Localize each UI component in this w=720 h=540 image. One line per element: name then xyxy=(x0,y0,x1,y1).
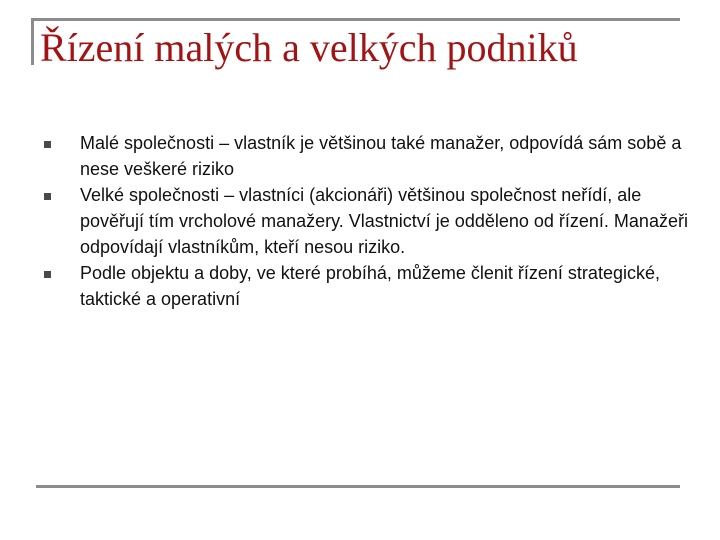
bullet-text: Velké společnosti – vlastníci (akcionáři) většinou společnost neřídí, ale pověřují tím vrcholové manažery. Vlastnictví je odděleno od řízení. Manažeři odpovídají vlastníkům, kteří nesou riziko. xyxy=(80,185,688,257)
frame-left-line xyxy=(31,18,34,65)
bullet-item xyxy=(40,182,690,260)
slide-title: Řízení malých a velkých podniků xyxy=(40,25,578,70)
square-bullet-icon xyxy=(44,271,51,278)
frame-bottom-line xyxy=(36,485,680,488)
bullet-item xyxy=(40,260,690,312)
bullet-text: Podle objektu a doby, ve které probíhá, můžeme členit řízení strategické, taktické a operativní xyxy=(80,263,660,309)
bullet-item xyxy=(40,130,690,182)
frame-top-line xyxy=(31,18,680,21)
bullet-text: Malé společnosti – vlastník je většinou také manažer, odpovídá sám sobě a nese veškeré riziko xyxy=(80,133,682,179)
square-bullet-icon xyxy=(44,193,51,200)
bullet-list xyxy=(40,130,690,312)
square-bullet-icon xyxy=(44,141,51,148)
